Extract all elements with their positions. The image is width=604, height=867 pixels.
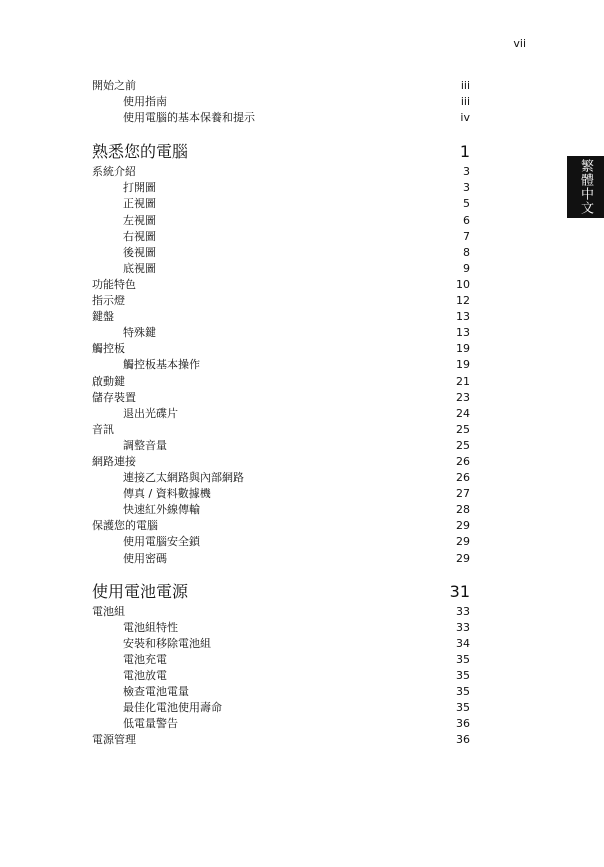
toc-subsection-entry [92,620,470,636]
toc-section-entry [92,390,470,406]
toc-entry-page: 27 [456,487,470,501]
toc-entry-title: 鍵盤 [92,310,114,324]
toc-entry-title: 低電量警告 [123,717,178,731]
toc-subsection-entry [92,261,470,277]
toc-entry-title: 正視圖 [123,197,156,211]
toc-subsection-entry [92,325,470,341]
toc-entry-page: 24 [456,406,470,420]
toc-entry-title: 特殊鍵 [123,326,156,340]
toc-section-entry [92,78,470,94]
toc-subsection-entry [92,196,470,212]
toc-entry-title: 右視圖 [123,229,156,243]
toc-entry-page: 23 [456,390,470,404]
toc-section-entry [92,454,470,470]
toc-entry-title: 使用密碼 [123,551,167,565]
toc-subsection-entry [92,213,470,229]
toc-entry-title: 儲存裝置 [92,390,136,404]
toc-entry-page: 10 [456,277,470,291]
toc-entry-title: 使用電腦安全鎖 [123,535,200,549]
toc-entry-title: 調整音量 [123,438,167,452]
toc-chapter-heading [92,140,470,164]
table-of-contents [92,78,470,748]
toc-entry-page: 29 [456,519,470,533]
toc-subsection-entry [92,534,470,550]
toc-entry-page: 29 [456,551,470,565]
toc-entry-title: 連接乙太網路與內部網路 [123,471,244,485]
toc-subsection-entry [92,229,470,245]
toc-subsection-entry [92,406,470,422]
toc-entry-page: 33 [456,620,470,634]
toc-entry-page: 26 [456,454,470,468]
toc-entry-page: 36 [456,733,470,747]
toc-entry-title: 左視圖 [123,213,156,227]
toc-entry-page: 25 [456,422,470,436]
toc-subsection-entry [92,245,470,261]
toc-entry-page: iii [460,79,470,92]
toc-entry-title: 電池放電 [123,669,167,682]
toc-entry-title: 電池充電 [123,652,167,666]
language-tab-label: 繁體中文 [578,159,593,215]
toc-chapter-heading [92,580,470,604]
language-tab [567,156,604,218]
toc-entry-title: 音訊 [92,422,114,436]
toc-entry-page: 36 [456,717,470,731]
toc-entry-page: 3 [463,181,470,195]
toc-entry-title: 安裝和移除電池組 [123,636,211,650]
toc-subsection-entry [92,94,470,110]
toc-entry-title: 檢查電池電量 [123,685,189,699]
toc-entry-page: 5 [463,197,470,211]
toc-entry-page: 31 [449,581,470,601]
toc-entry-page: 35 [456,652,470,666]
toc-subsection-entry [92,716,470,732]
toc-subsection-entry [92,470,470,486]
toc-entry-title: 開始之前 [92,79,136,92]
toc-section-entry [92,293,470,309]
toc-entry-page: 35 [456,685,470,699]
toc-entry-title: 觸控板基本操作 [123,358,200,372]
toc-entry-page: 9 [463,261,470,275]
toc-subsection-entry [92,357,470,373]
toc-section-entry [92,604,470,620]
toc-subsection-entry [92,700,470,716]
toc-entry-title: 底視圖 [123,261,156,275]
toc-entry-page: iii [460,95,470,109]
toc-entry-title: 傳真 / 資料數據機 [123,487,211,501]
toc-entry-title: 後視圖 [123,245,156,259]
toc-subsection-entry [92,180,470,196]
toc-entry-title: 網路連接 [92,454,136,468]
toc-subsection-entry [92,551,470,567]
toc-entry-title: 電池組 [92,604,125,618]
toc-subsection-entry [92,636,470,652]
toc-entry-page: 29 [456,535,470,549]
toc-entry-title: 功能特色 [92,277,136,291]
toc-entry-page: 33 [456,604,470,618]
toc-entry-page: 19 [456,342,470,356]
toc-entry-title: 指示燈 [92,294,125,308]
toc-section-entry [92,518,470,534]
toc-section-entry [92,309,470,325]
toc-entry-title: 觸控板 [92,342,125,356]
toc-entry-page: 3 [463,165,470,179]
toc-subsection-entry [92,668,470,684]
toc-subsection-entry [92,652,470,668]
toc-entry-page: 21 [456,374,470,388]
toc-section-entry [92,341,470,357]
toc-section-entry [92,164,470,180]
toc-section-entry [92,732,470,748]
toc-entry-page: 6 [463,213,470,227]
toc-entry-title: 打開圖 [123,181,156,195]
toc-entry-page: 28 [456,503,470,517]
toc-entry-page: 25 [456,438,470,452]
toc-entry-page: 8 [463,245,470,259]
toc-subsection-entry [92,684,470,700]
toc-subsection-entry [92,502,470,518]
toc-entry-page: 13 [456,310,470,324]
toc-section-entry [92,277,470,293]
toc-entry-title: 電池組特性 [123,620,178,634]
toc-section-entry [92,422,470,438]
toc-entry-page: iv [460,111,470,125]
toc-entry-title: 快速紅外線傳輸 [123,503,200,517]
toc-entry-title: 最佳化電池使用壽命 [123,701,222,715]
toc-entry-title: 退出光碟片 [123,406,178,420]
toc-section-entry [92,374,470,390]
toc-entry-page: 7 [463,229,470,243]
toc-entry-title: 保護您的電腦 [92,519,158,533]
toc-subsection-entry [92,486,470,502]
toc-entry-page: 1 [459,142,470,162]
toc-entry-title: 使用指南 [123,95,167,109]
toc-entry-page: 19 [456,358,470,372]
toc-entry-title: 系統介紹 [92,165,136,179]
toc-entry-title: 使用電池電源 [92,581,189,601]
toc-entry-title: 熟悉您的電腦 [92,142,189,162]
toc-entry-page: 34 [456,636,470,650]
toc-entry-page: 13 [456,326,470,340]
toc-subsection-entry [92,110,470,126]
toc-entry-title: 啟動鍵 [92,374,125,388]
toc-entry-page: 12 [456,294,470,308]
toc-entry-title: 使用電腦的基本保養和提示 [123,111,255,125]
toc-entry-page: 26 [456,471,470,485]
toc-entry-page: 35 [456,669,470,682]
toc-entry-page: 35 [456,701,470,715]
toc-subsection-entry [92,438,470,454]
toc-entry-title: 電源管理 [92,733,136,747]
page-number: vii [513,37,526,50]
